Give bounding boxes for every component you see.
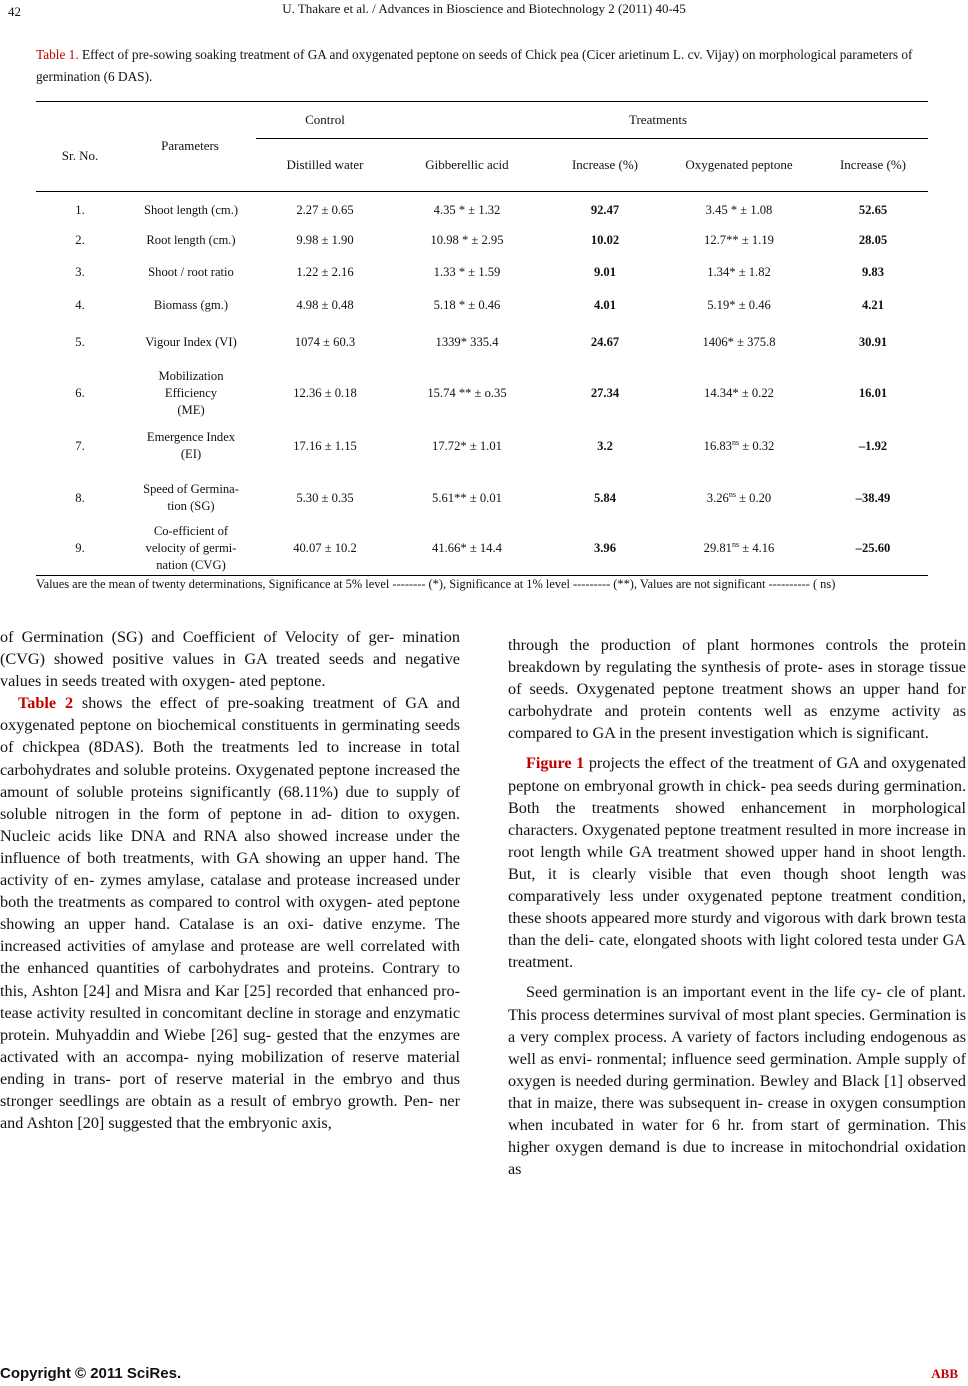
header-gibberellic-acid: Gibberellic acid [425, 157, 509, 172]
table-cell-ga: 1339* 335.4 [435, 334, 499, 349]
table-2-reference[interactable]: Table 2 [18, 694, 74, 713]
page-number: 42 [8, 4, 21, 19]
table-cell-op: $29.81^{ns} \pm 4.16$ [703, 539, 775, 555]
table-cell-sr: 3. [75, 264, 85, 279]
left-paragraph-2-text: shows the effect of pre-soaking treatment of GA and oxygenated peptone on biochemical constituents in germinating seeds of chickpea (8DAS). Both the treatments led to increase in total carbohydrates and soluble proteins. Oxygenated peptone increased the amount of soluble proteins significantly (68.11%) due to supply of soluble nitrogen in the form of peptone in ad- dition to oxygen. Nucleic acids like DNA and RNA also showed increase under the influence of both treatments, with GA showing an upper hand. The activity of en- zymes amylase, catalase and protease increased under both the treatments as compared to control with oxygen- ated peptone showing an upper hand. Catalase is an oxi- dative enzyme. The increased activities of amylase and protease are well correlated with the enhanced quantities of carbohydrates and proteins. Contrary to this, Ashton [24] and Misra and Kar [25] recorded that enhanced pro- tease activity resulted in concomitant decline in storage and enzymatic protein. Muhyaddin and Wiebe [26] sug- gested that the enzymes are activated with an accompa- nying mobilization of reserve material ending in trans- port of reserve material in the embryo and thus stronger seedlings are obtain as a result of embryo growth. Pen- ner and Ashton [20] suggested that the embryonic axis, [0, 694, 460, 1133]
table-cell-param: Vigour Index (VI) [145, 334, 237, 349]
table-cell-sr: 9. [75, 540, 85, 555]
table-subheader-rule [256, 138, 928, 139]
table-top-rule [36, 101, 928, 102]
table-cell-dw: 12.36 ± 0.18 [293, 385, 357, 400]
table-cell-sr: 1. [75, 202, 85, 217]
table-cell-op: 1406* ± 375.8 [702, 334, 776, 349]
table-cell-ga: 1.33 * ± 1.59 [433, 264, 501, 279]
header-increase-op: Increase (%) [839, 157, 907, 172]
table-caption-label: Table 1. [36, 47, 79, 62]
copyright: Copyright © 2011 SciRes. [0, 1365, 182, 1382]
table-cell-param: Emergence Index (EI) [146, 430, 236, 461]
table-cell-dw: 4.98 ± 0.48 [296, 297, 354, 312]
table-cell-op: 3.45 * ± 1.08 [705, 202, 773, 217]
table-footnote: Values are the mean of twenty determinations, Significance at 5% level -------- (*), Significance at 1% level --------- (**), Values are not significant ---------- ( ns) [36, 577, 836, 591]
table-cell-param: Biomass (gm.) [153, 297, 229, 312]
running-title: U. Thakare et al. / Advances in Bioscience and Biotechnology 2 (2011) 40-45 [282, 1, 686, 16]
header-oxygenated-peptone: Oxygenated peptone [685, 157, 793, 172]
header-parameters: Parameters [161, 138, 219, 153]
header-distilled-water: Distilled water [286, 157, 364, 172]
table-cell-ga: 10.98 * ± 2.95 [430, 232, 504, 247]
table-cell-sr: 6. [75, 385, 85, 400]
table-cell-inc2: 4.21 [861, 297, 885, 312]
header-increase-ga: Increase (%) [571, 157, 639, 172]
left-paragraph-2 [0, 692, 460, 1134]
table-cell-param: Shoot length (cm.) [143, 202, 239, 217]
table-cell-inc2: –38.49 [855, 490, 891, 505]
table-cell-ga: 4.35 * ± 1.32 [433, 202, 501, 217]
table-cell-ga: 15.74 ** ± o.35 [427, 385, 507, 400]
right-paragraph-2-text: projects the effect of the treatment of GA and oxygenated peptone on embryonal growth in chick- pea seeds during germination. Both the treatments showed enhancement in morphological characters. Oxygenated peptone treatment resulted in more increase in root length while GA treatment showed upper hand in shoot length. But, it is clearly visible that even though shoot length was comparatively less under oxygenated peptone treatment condition, these shoots appeared more sturdy and vigorous with dark brown testa than the deli- cate, elongated shoots with light colored testa under GA treatment. [508, 754, 966, 972]
table-cell-inc1: 10.02 [590, 232, 620, 247]
table-cell-inc1: 27.34 [590, 385, 620, 400]
left-column [0, 626, 460, 1134]
table-cell-sr: 7. [75, 438, 85, 453]
right-paragraph-3: Seed germination is an important event in the life cy- cle of plant. This process determines survival of most plant species. Germination is a very complex process. A variety of factors including endogenous as well as envi- ronmental; influence seed germination. Ample supply of oxygen is needed during germination. Bewley and Black [1] observed that in maize, there was subsequent in- crease in oxygen consumption when incubated in water for 6 hr. from start of germination. This higher oxygen demand is due to increase in mitochondrial oxidation as [508, 983, 966, 1179]
table-cell-inc2: 16.01 [858, 385, 888, 400]
table-cell-ga: 5.61** ± 0.01 [432, 490, 502, 505]
table-cell-dw: 5.30 ± 0.35 [296, 490, 354, 505]
table-cell-inc1: 9.01 [593, 264, 617, 279]
table-cell-op: $16.83^{ns} \pm 0.32$ [703, 437, 775, 453]
left-paragraph-1: of Germination (SG) and Coefficient of Velocity of ger- mination (CVG) showed positive values in GA treated seeds and negative values in seeds treated with oxygen- ated peptone. [0, 628, 460, 691]
table-cell-ga: 41.66* ± 14.4 [432, 540, 502, 555]
table-cell-sr: 8. [75, 490, 85, 505]
figure-1-reference[interactable]: Figure 1 [526, 754, 585, 773]
table-cell-dw: 17.16 ± 1.15 [293, 438, 357, 453]
table-cell-inc2: 9.83 [861, 264, 885, 279]
table-cell-param: Root length (cm.) [146, 232, 236, 247]
table-cell-inc1: 4.01 [593, 297, 617, 312]
table-cell-ga: 17.72* ± 1.01 [432, 438, 502, 453]
table-cell-inc1: 5.84 [593, 490, 617, 505]
table-cell-dw: 1.22 ± 2.16 [296, 264, 354, 279]
header-control: Control [305, 112, 345, 127]
table-cell-op: $3.26^{ns} \pm 0.20$ [706, 489, 772, 505]
table-cell-inc2: –25.60 [855, 540, 891, 555]
table-cell-sr: 4. [75, 297, 85, 312]
table-caption [36, 44, 932, 88]
table-cell-op: 1.34* ± 1.82 [707, 264, 771, 279]
table-cell-op: 12.7** ± 1.19 [704, 232, 774, 247]
table-cell-param: Shoot / root ratio [148, 264, 234, 279]
header-treatments: Treatments [628, 112, 688, 127]
table-cell-inc1: 3.2 [597, 438, 613, 453]
table-cell-ga: 5.18 * ± 0.46 [433, 297, 501, 312]
table-cell-param: Co-efficient of velocity of germi- nation (CVG) [145, 523, 237, 572]
table-cell-op: 5.19* ± 0.46 [707, 297, 771, 312]
right-paragraph-2 [508, 752, 966, 973]
table-cell-inc1: 24.67 [590, 334, 620, 349]
table-cell-inc2: 28.05 [858, 232, 888, 247]
table-cell-inc2: 52.65 [858, 202, 888, 217]
journal-abbrev: ABB [931, 1366, 958, 1381]
table-cell-dw: 9.98 ± 1.90 [296, 232, 354, 247]
table-cell-inc2: 30.91 [858, 334, 888, 349]
right-paragraph-1: through the production of plant hormones controls the protein breakdown by regulating the synthesis of prote- ases in storage tissue of seeds. Oxygenated peptone treatment shows an upper hand for carbohydrate and protein contents well as enzyme activity as compared to GA in the present investigation which is significant. [508, 636, 966, 743]
table-header-bottom-rule [36, 191, 928, 192]
table-cell-sr: 5. [75, 334, 85, 349]
table-cell-param: Mobilization Efficiency (ME) [158, 368, 224, 417]
table-cell-dw: 40.07 ± 10.2 [293, 540, 357, 555]
table-cell-sr: 2. [75, 232, 85, 247]
header-sr-no: Sr. No. [61, 148, 99, 163]
table-cell-param: Speed of Germina- tion (SG) [143, 482, 239, 513]
table-cell-inc1: 92.47 [590, 202, 620, 217]
table-caption-text: Effect of pre-sowing soaking treatment of GA and oxygenated peptone on seeds of Chick pea (Cicer arietinum L. cv. Vijay) on morphological parameters of germination (6 DAS). [36, 47, 913, 84]
table-cell-inc1: 3.96 [593, 540, 617, 555]
table-cell-op: 14.34* ± 0.22 [704, 385, 774, 400]
table-cell-dw: 1074 ± 60.3 [294, 334, 356, 349]
table-cell-inc2: –1.92 [858, 438, 888, 453]
right-column [508, 634, 966, 1180]
table-cell-dw: 2.27 ± 0.65 [296, 202, 354, 217]
